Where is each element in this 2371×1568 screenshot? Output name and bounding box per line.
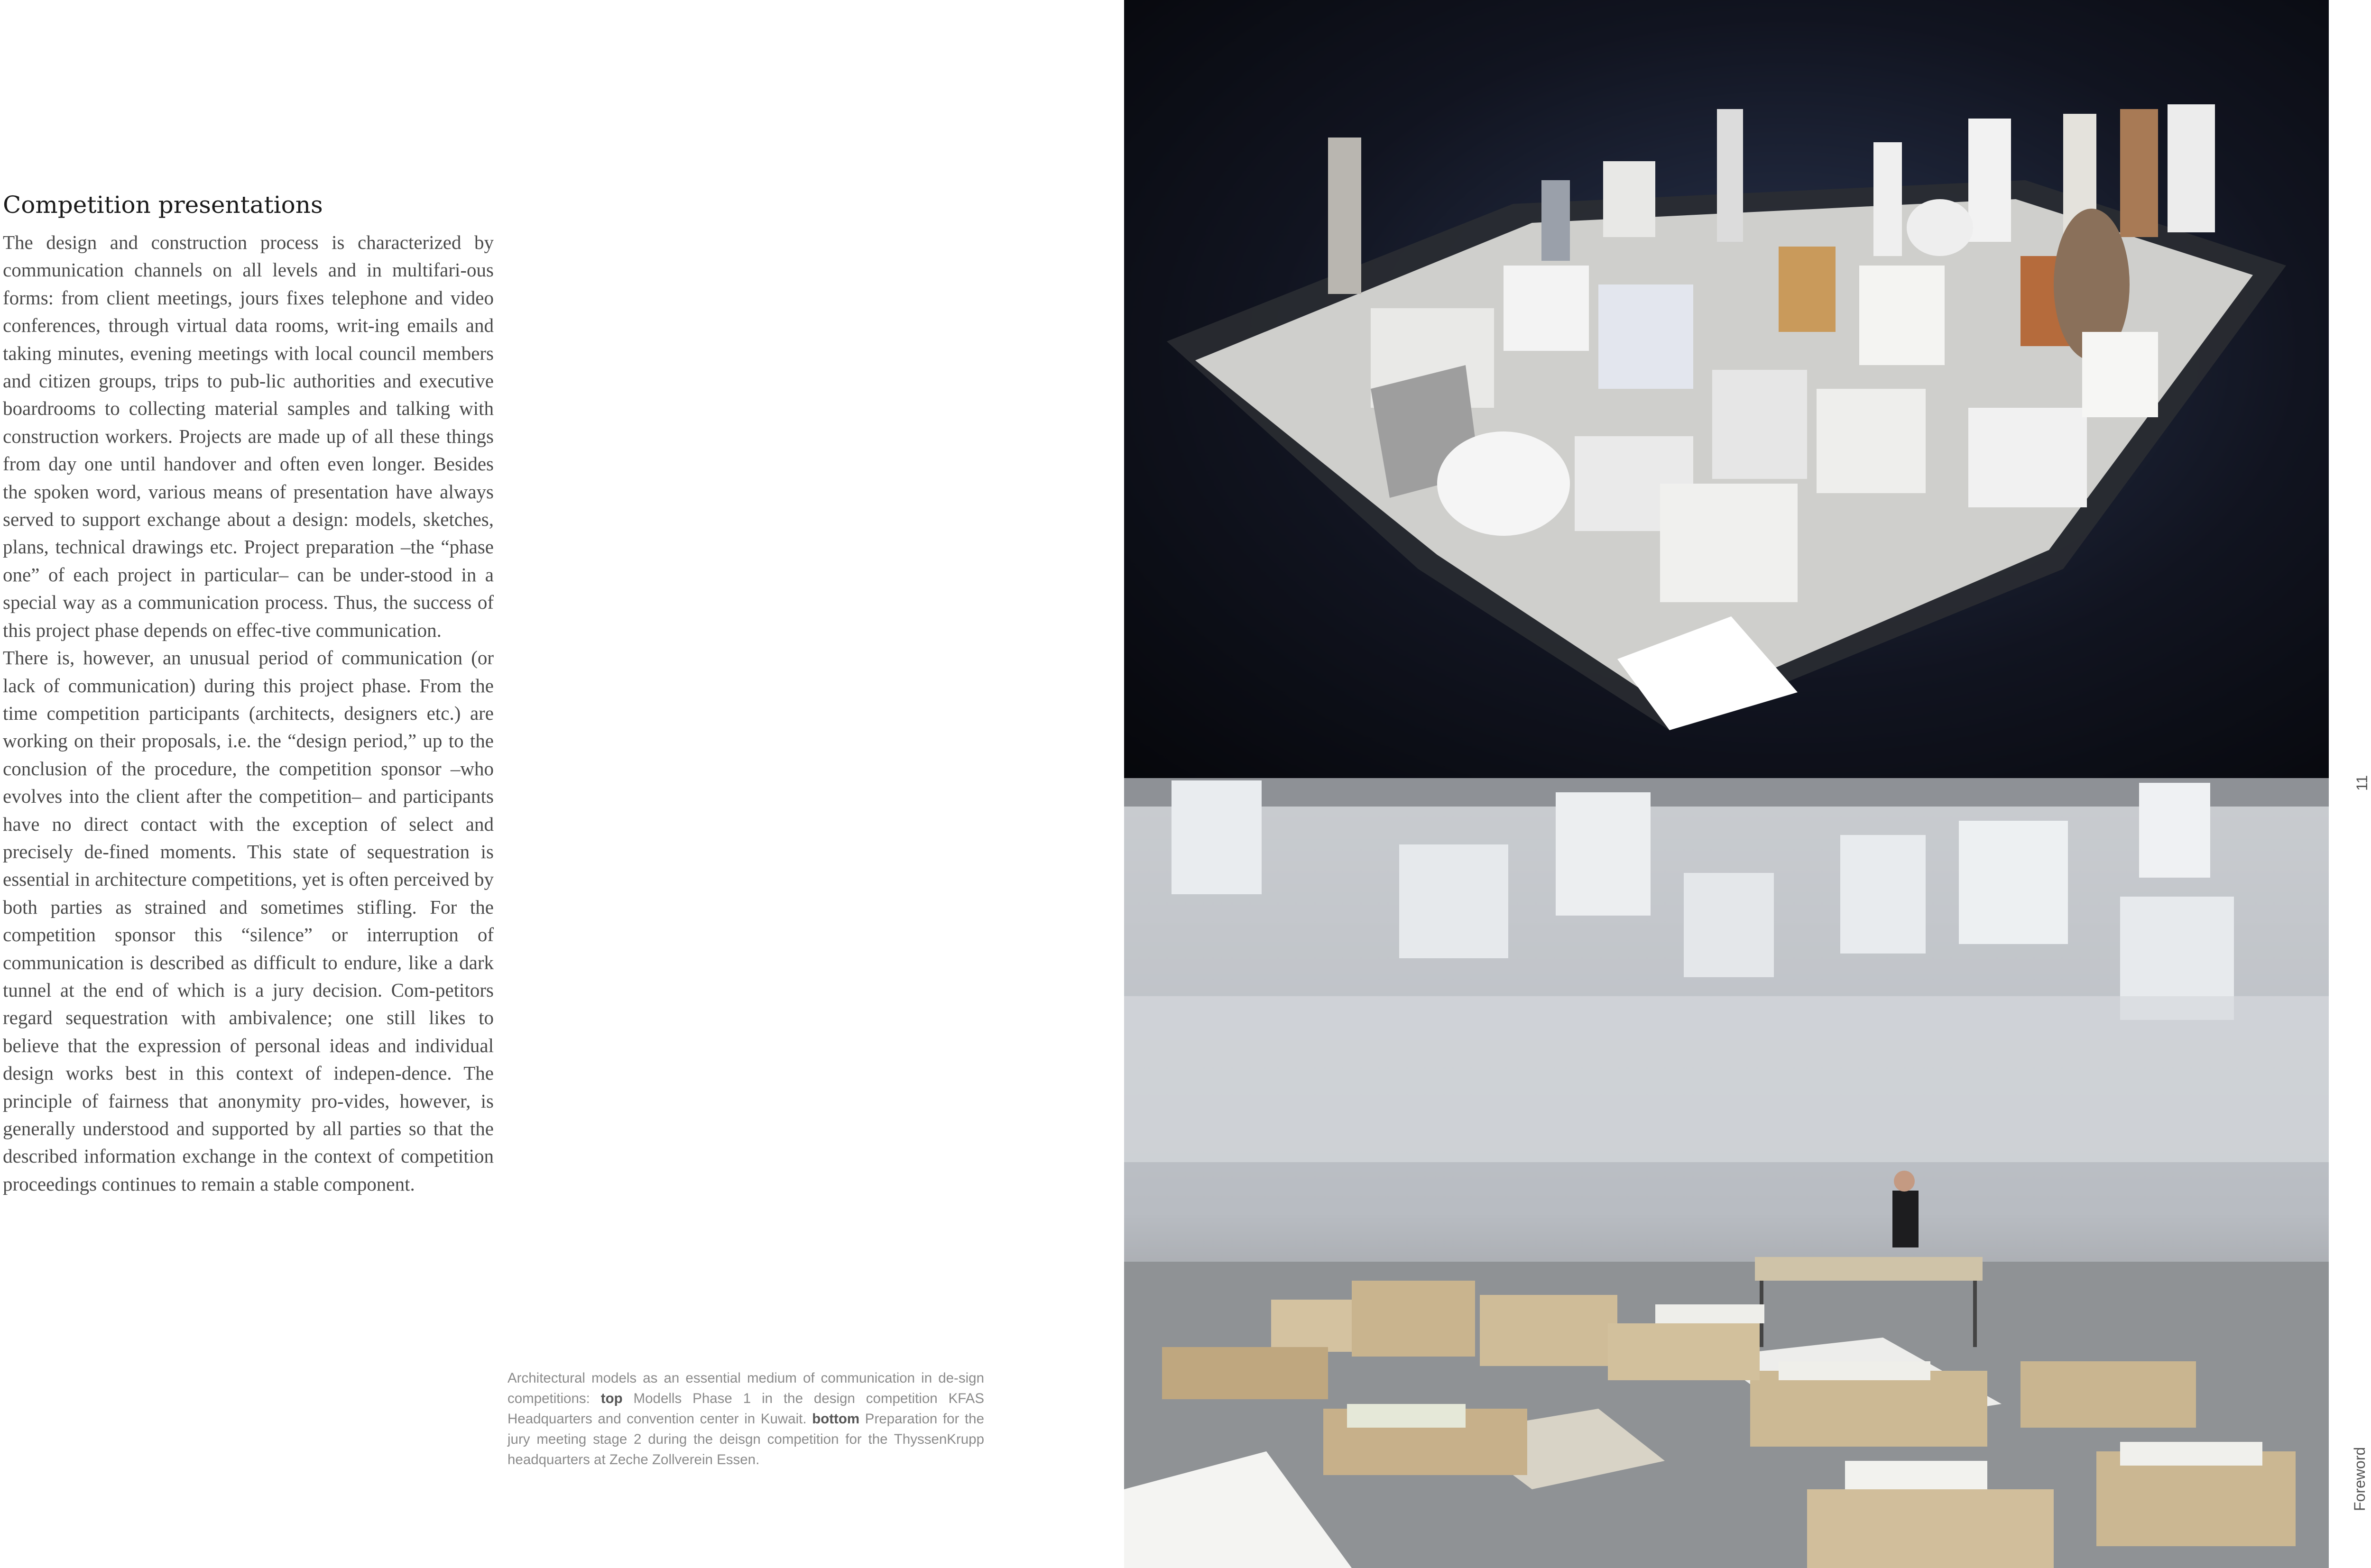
section-heading: Competition presentations bbox=[3, 191, 323, 219]
paragraph: There is, however, an unusual period of communication (or lack of communication) during this project phase. From the time competition participants (architects, designers etc.) are working on their proposals, i.e. the “design period,” up to the conclusion of the procedure, the competition sponsor –who evolves into the client after the competition– and participants have no direct contact with the exception of select and precisely de-fined moments. This state of sequestration is essential in architecture competitions, yet is often perceived by both parties as strained and sometimes stifling. For the competition sponsor this “silence” or interruption of communication is described as difficult to endure, like a dark tunnel at the end of which is a jury decision. Com-petitors regard sequestration with ambivalence; one still likes to believe that the expression of personal ideas and individual design works best in this context of indepen-dence. The principle of fairness that anonymity pro-vides, however, is generally understood and supported by all parties so that the described information exchange in the context of competition proceedings continues to remain a stable component. bbox=[3, 647, 494, 1195]
caption-bottom-text: Preparation for the jury meeting stage 2 during the deisgn competition for the ThyssenKrupp headquarters at Zeche Zollverein Essen. bbox=[507, 1411, 984, 1467]
paragraph: The design and construction process is characterized by communication channels on all levels and in multifari-ous forms: from client meetings, jours fixes telephone and video conferences, through virtual data rooms, writ-ing emails and taking minutes, evening meetings with local council members and citizen groups, trips to pub-lic authorities and executive boardrooms to collecting material samples and talking with construction workers. Projects are made up of all these things from day one until handover and often even longer. Besides the spoken word, various means of presentation have always served to support exchange about a design: models, sketches, plans, technical drawings etc. Project preparation –the “phase one” of each project in particular– can be under-stood in a special way as a communication process. Thus, the success of this project phase depends on effec-tive communication. bbox=[3, 231, 494, 641]
body-text bbox=[3, 229, 494, 1198]
running-head: Foreword bbox=[2351, 1447, 2368, 1511]
caption-intro: Architectural models as an essential medium of communication in de-sign competitions: bbox=[507, 1370, 984, 1406]
photo-architectural-models bbox=[1124, 0, 2329, 778]
photo-jury-hall bbox=[1124, 778, 2329, 1568]
figure-caption bbox=[507, 1368, 984, 1470]
caption-bottom-label: bottom bbox=[812, 1411, 860, 1427]
page-number: 11 bbox=[2353, 775, 2371, 791]
caption-top-label: top bbox=[600, 1391, 623, 1406]
caption-top-text: Modells Phase 1 in the design competition KFAS Headquarters and convention center in Kuwait. bbox=[507, 1391, 985, 1427]
